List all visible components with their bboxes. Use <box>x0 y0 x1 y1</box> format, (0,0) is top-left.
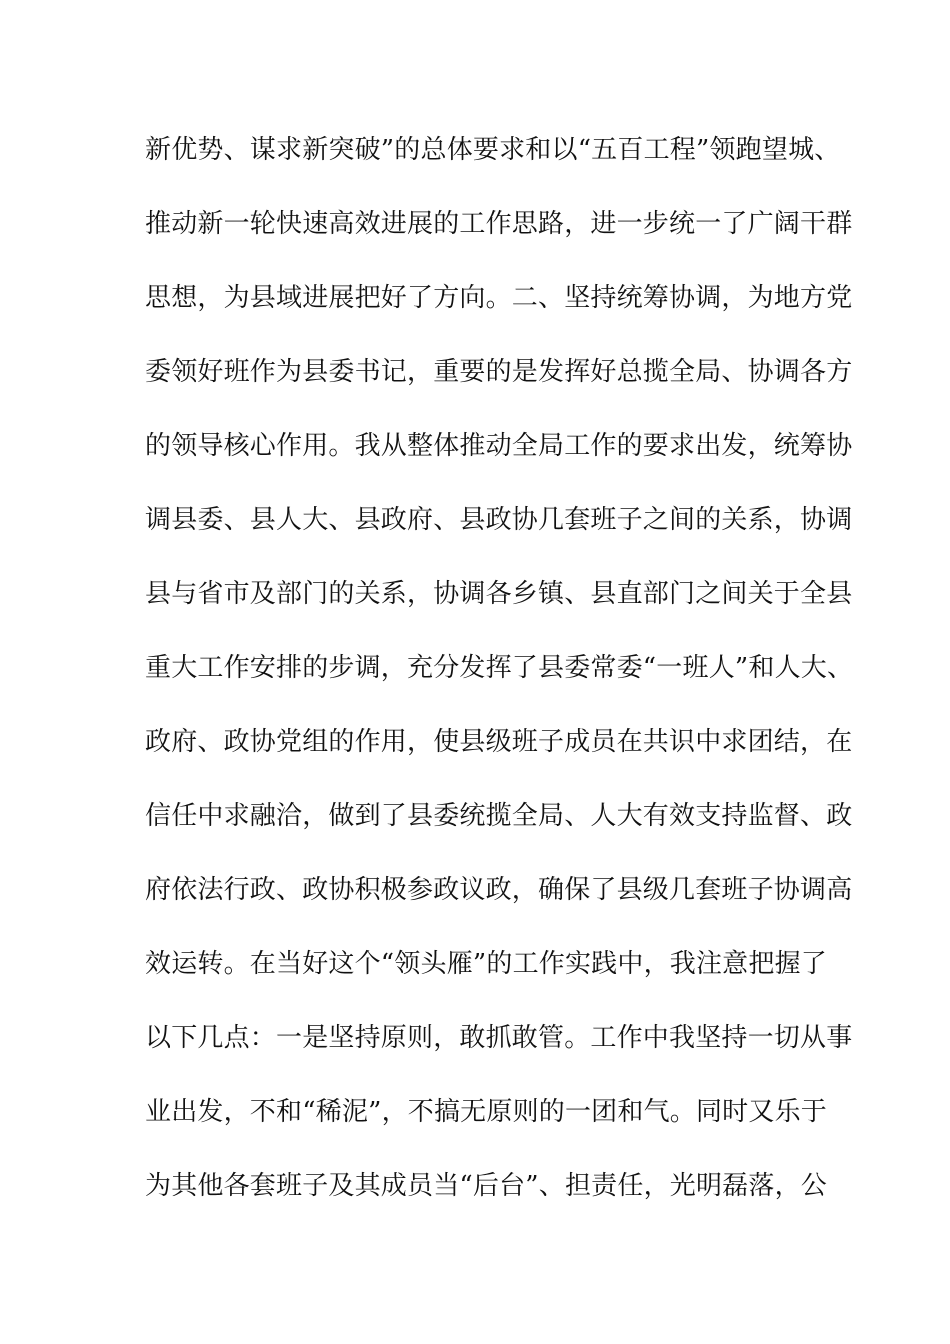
text-line: 的领导核心作用。我从整体推动全局工作的要求出发，统筹协 <box>145 431 853 461</box>
text-line: 以下几点：一是坚持原则，敢抓敢管。工作中我坚持一切从事 <box>145 1023 853 1053</box>
text-line: 政府、政协党组的作用，使县级班子成员在共识中求团结，在 <box>145 727 853 757</box>
text-line: 思想，为县域进展把好了方向。二、坚持统筹协调，为地方党 <box>145 283 853 313</box>
text-line: 为其他各套班子及其成员当“后台”、担责任，光明磊落，公 <box>145 1171 827 1201</box>
text-line: 重大工作安排的步调，充分发挥了县委常委“一班人”和人大、 <box>145 653 854 683</box>
text-line: 业出发，不和“稀泥”，不搞无原则的一团和气。同时又乐于 <box>145 1097 827 1127</box>
text-line: 府依法行政、政协积极参政议政，确保了县级几套班子协调高 <box>145 875 853 905</box>
text-line: 调县委、县人大、县政府、县政协几套班子之间的关系，协调 <box>145 505 853 535</box>
document-body <box>145 130 854 1240</box>
text-line: 委领好班作为县委书记，重要的是发挥好总揽全局、协调各方 <box>145 357 853 387</box>
text-line: 效运转。在当好这个“领头雁”的工作实践中，我注意把握了 <box>145 949 827 979</box>
text-line: 新优势、谋求新突破”的总体要求和以“五百工程”领跑望城、 <box>145 135 841 165</box>
text-line: 信任中求融洽，做到了县委统揽全局、人大有效支持监督、政 <box>145 801 853 831</box>
text-line: 推动新一轮快速高效进展的工作思路，进一步统一了广阔干群 <box>145 209 853 239</box>
text-line: 县与省市及部门的关系，协调各乡镇、县直部门之间关于全县 <box>145 579 853 609</box>
